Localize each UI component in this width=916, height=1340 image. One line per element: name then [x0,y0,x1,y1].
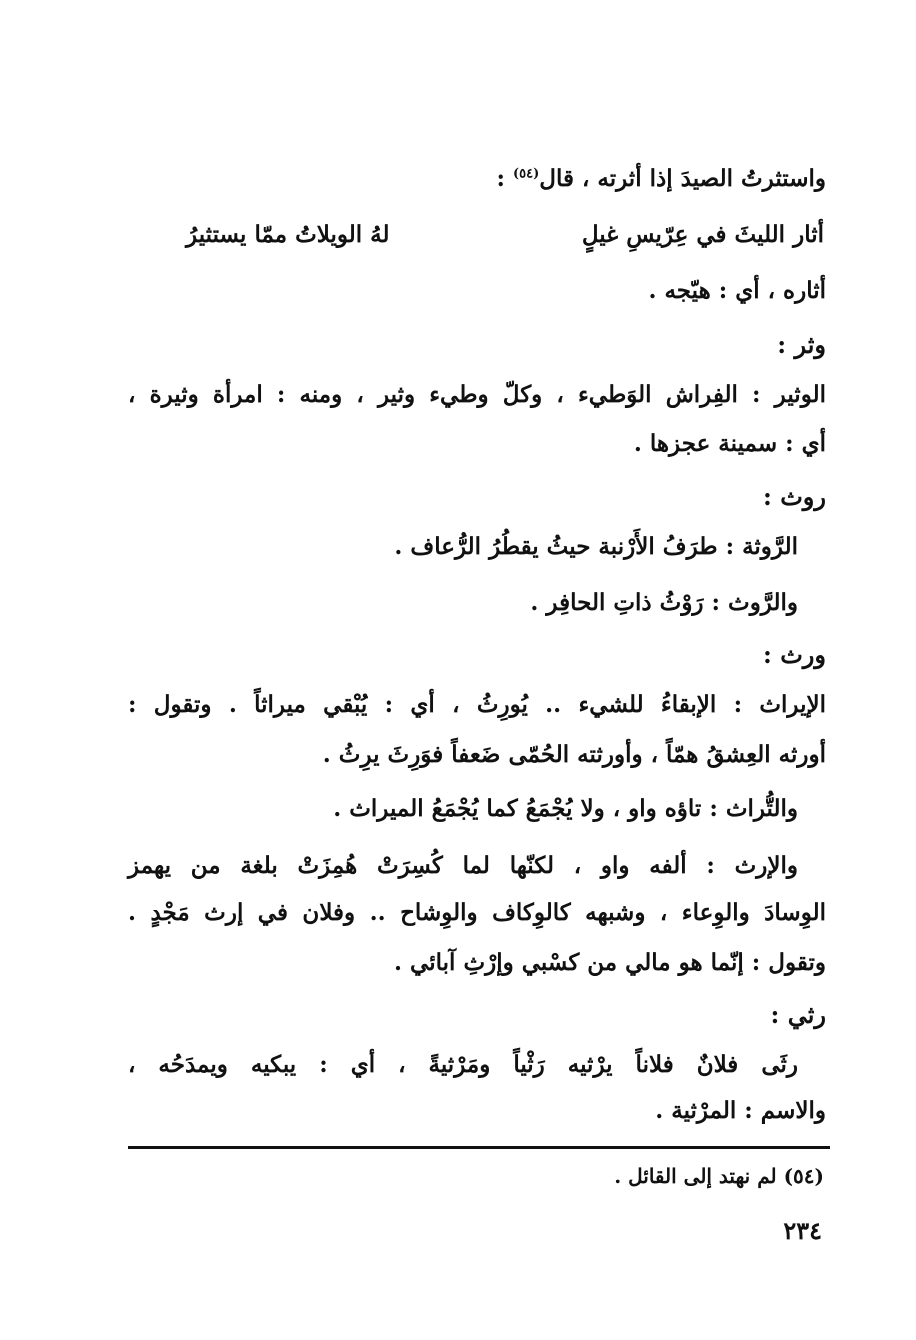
verse-first-hemistich: أثار الليثَ في عِرّيسِ غيلٍ [581,221,824,248]
text-line-19: والاسم : المرْثية . [655,1097,826,1124]
text-line-9: والرَّوث : رَوْثُ ذاتِ الحافِر . [530,589,798,616]
entry-heading-rathi: رثي : [770,1000,826,1029]
text-line-14: والإرث : ألفه واو ، لكنّها لما كُسِرَتْ هُمِزَتْ بلغة من يهمز [128,852,798,879]
text-line-11: الإيراث : الإبقاءُ للشيء .. يُورِثُ ، أي : يُبْقي ميراثاً . وتقول : [128,691,826,718]
verse-second-hemistich: لهُ الويلاتُ ممّا يستثيرُ [186,221,390,248]
text-line-16: وتقول : إنّما هو مالي من كسْبي وإرْثِ آبائي . [394,949,826,976]
text-line-3: أثاره ، أي : هيّجه . [648,277,826,304]
entry-heading-warith: ورث : [763,640,826,669]
page-number: ٢٣٤ [783,1216,822,1245]
line-1-text: واستثرتُ الصيدَ إذا أثرته ، قال [539,165,826,192]
text-line-6: أي : سمينة عجزها . [633,430,826,457]
entry-heading-rawth: روث : [763,482,826,511]
text-line-18: رثَى فلانٌ فلاناً يرْثيه رَثْياً ومَرْثيةً ، أي : يبكيه ويمدَحُه ، [128,1051,798,1078]
text-line-8: الرَّوثة : طرَفُ الأَرْنبة حيثُ يقطُرُ الرُّعاف . [394,533,798,560]
footnote: (٥٤) لم نهتد إلى القائل . [614,1164,824,1188]
text-line-1 [120,162,826,196]
text-line-13: والتُّراث : تاؤه واو ، ولا يُجْمَعُ كما يُجْمَعُ الميراث . [333,795,798,822]
line-1-tail: : [496,165,513,192]
text-line-5: الوثير : الفِراش الوَطيء ، وكلّ وطيء وثير ، ومنه : امرأة وثيرة ، [128,381,826,408]
entry-heading-wathar: وثر : [777,330,826,359]
text-line-15: الوِسادَ والوِعاء ، وشبهه كالوِكاف والوِشاح .. وفلان في إرث مَجْدٍ . [128,899,826,926]
footnote-reference: (٥٤) [512,166,540,182]
text-line-12: أورثه العِشقُ همّاً ، وأورثته الحُمّى ضَعفاً فوَرِثَ يرِثُ . [322,741,826,768]
footnote-separator [128,1146,830,1149]
